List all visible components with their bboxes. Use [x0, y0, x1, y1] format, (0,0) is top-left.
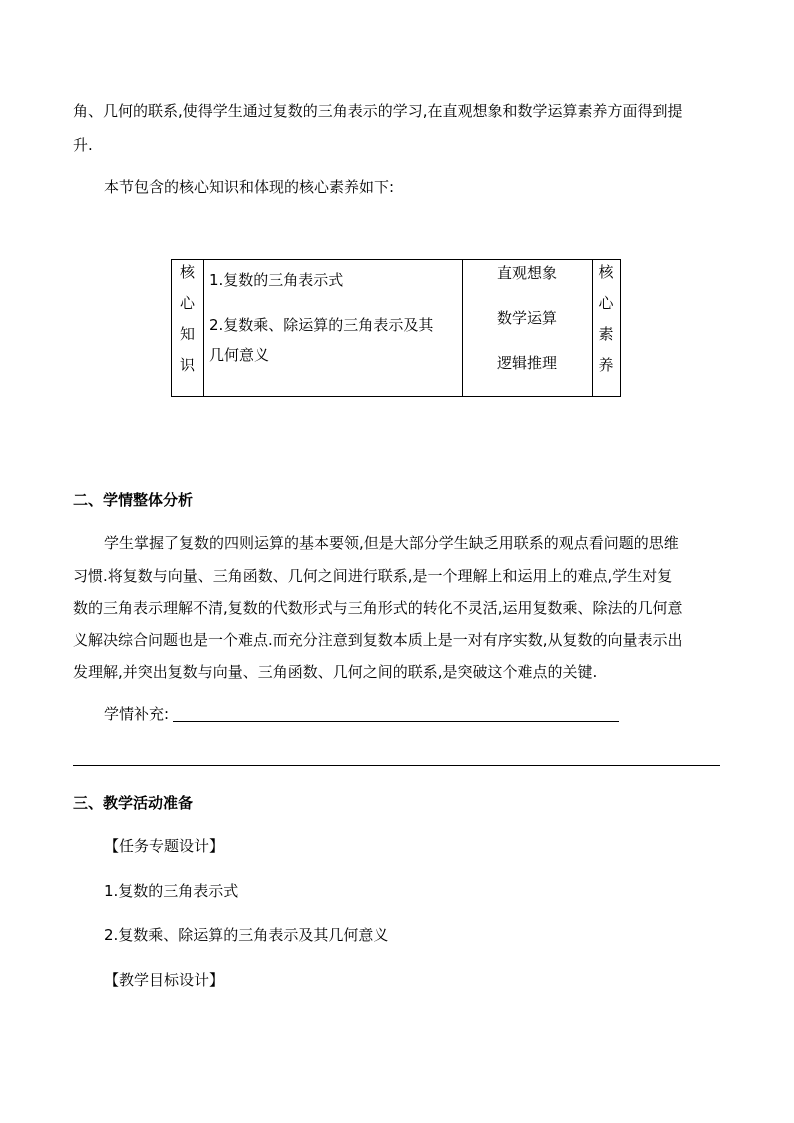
- right-header-char: 心: [598, 294, 614, 312]
- knowledge-cell: [203, 260, 463, 396]
- supplement-label: 学情补充:: [104, 705, 170, 723]
- section-3-heading: 三、教学活动准备: [73, 794, 194, 812]
- right-header-char: 养: [598, 356, 614, 374]
- section-2-para-line: 发理解,并突出复数与向量、三角函数、几何之间的联系,是突破这个难点的关键.: [73, 663, 598, 681]
- task-item-2: 2.复数乘、除运算的三角表示及其几何意义: [104, 926, 389, 944]
- section-2-para-line: 义解决综合问题也是一个难点.而充分注意到复数本质上是一对有序实数,从复数的向量表示出: [73, 631, 683, 649]
- right-header-char: 核: [598, 263, 614, 281]
- knowledge-item-1: 1.复数的三角表示式: [209, 271, 344, 289]
- literacy-item: 逻辑推理: [496, 354, 557, 372]
- left-header-char: 核: [179, 263, 195, 281]
- task-item-1: 1.复数的三角表示式: [104, 882, 239, 900]
- right-header-cell: [592, 260, 620, 396]
- literacy-cell: [462, 260, 593, 396]
- literacy-item: 直观想象: [496, 264, 557, 282]
- intro-line-2: 升.: [73, 136, 93, 154]
- section-2-heading: 二、学情整体分析: [73, 491, 194, 509]
- left-header-char: 识: [179, 356, 195, 374]
- section-2-para-line: 学生掌握了复数的四则运算的基本要领,但是大部分学生缺乏用联系的观点看问题的思维: [104, 534, 679, 552]
- core-knowledge-table: [171, 259, 621, 397]
- knowledge-item-2-line-1: 2.复数乘、除运算的三角表示及其: [209, 316, 434, 334]
- task-design-heading: 【任务专题设计】: [104, 837, 225, 855]
- supplement-fill-line: [173, 721, 619, 722]
- knowledge-item-2-line-2: 几何意义: [209, 346, 270, 364]
- blank-answer-line: [73, 765, 720, 766]
- literacy-item: 数学运算: [496, 309, 557, 327]
- left-header-char: 知: [179, 325, 195, 343]
- left-header-char: 心: [179, 294, 195, 312]
- intro-line-1: 角、几何的联系,使得学生通过复数的三角表示的学习,在直观想象和数学运算素养方面得到提: [73, 102, 683, 120]
- right-header-char: 素: [598, 325, 614, 343]
- section-2-para-line: 数的三角表示理解不清,复数的代数形式与三角形式的转化不灵活,运用复数乘、除法的几何意: [73, 599, 683, 617]
- goal-design-heading: 【教学目标设计】: [104, 971, 225, 989]
- section-2-para-line: 习惯.将复数与向量、三角函数、几何之间进行联系,是一个理解上和运用上的难点,学生对复: [73, 567, 673, 585]
- left-header-cell: [172, 260, 204, 396]
- intro-line-3: 本节包含的核心知识和体现的核心素养如下:: [104, 178, 395, 196]
